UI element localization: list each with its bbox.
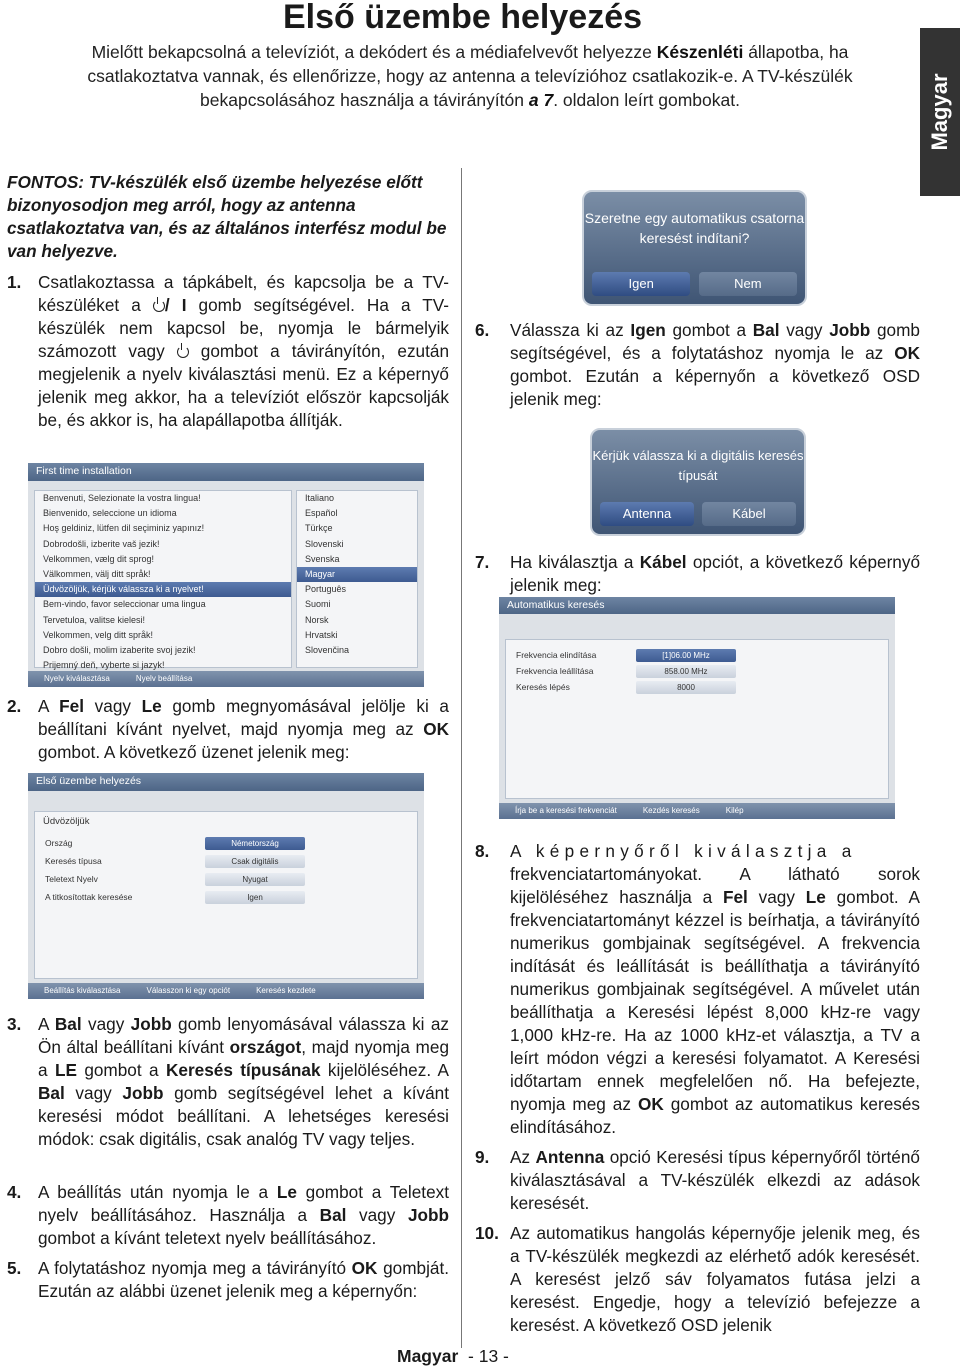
screen-footer: Beállítás kiválasztása Válasszon ki egy opciót Keresés kezdete (28, 983, 424, 999)
prompt-item[interactable]: Benvenuti, Selezionate la vostra lingua! (43, 493, 201, 503)
important-note: FONTOS: TV-készülék első üzembe helyezése előtt bizonyosodjon meg arról, hogy az antenna csatlakoztatva van, és az általános interfész modul be van helyezve. (7, 172, 447, 261)
language-item[interactable]: Svenska (305, 553, 340, 564)
setting-value[interactable]: Csak digitális (205, 855, 305, 868)
power-icon (153, 300, 165, 312)
step-4: 4. A beállítás után nyomja le a Le gombot a Teletext nyelv beállításához. Használja a Bal vagy Jobb gombot a kívánt teletext nyelv beállításához. (7, 1182, 449, 1248)
language-item[interactable]: Türkçe (305, 523, 333, 534)
setting-row[interactable] (35, 888, 417, 906)
search-type-dialog: Kérjük válassza ki a digitális keresés típusát Antenna Kábel (590, 428, 806, 536)
prompt-item[interactable]: Üdvözöljük, kérjük válassza ki a nyelvet! (35, 582, 291, 597)
no-button[interactable]: Nem (699, 272, 797, 296)
step-7: 7. Ha kiválasztja a Kábel opciót, a következő képernyő jelenik meg: (475, 552, 921, 595)
prompt-item[interactable]: Bem-vindo, favor seleccionar uma lingua (43, 599, 206, 610)
language-item[interactable]: Português (305, 584, 347, 595)
auto-search-dialog: Szeretne egy automatikus csatorna keresést indítani? Igen Nem (582, 190, 807, 306)
frequency-label: Keresés lépés (516, 682, 570, 692)
prompt-item[interactable]: Velkommen, velg ditt språk! (43, 629, 154, 640)
language-item[interactable]: Italiano (305, 493, 335, 503)
setting-row[interactable] (35, 852, 417, 870)
frequency-label: Frekvencia leállítása (516, 666, 594, 676)
prompt-item[interactable]: Hoş geldiniz, lütfen dil seçiminiz yapınız! (43, 523, 205, 534)
setting-value[interactable]: Nyugat (205, 873, 305, 886)
setting-value[interactable]: Igen (205, 891, 305, 904)
frequency-label: Frekvencia elindítása (516, 650, 597, 660)
screen-title-bar: Automatikus keresés (499, 597, 895, 614)
power-icon (177, 346, 189, 358)
automatic-search-screenshot (499, 597, 895, 819)
step-10: 10. Az automatikus hangolás képernyője jelenik meg, és a TV-készülék megkezdi az elérhető adók keresését. A keresést jelző sáv folyamatos futása jelzi a keresést. Engedje, hogy a televízió befejezze a keresést. A következő OSD jelenik (475, 1223, 920, 1335)
language-item[interactable]: Norsk (305, 614, 329, 625)
language-item[interactable]: Slovenski (305, 538, 344, 549)
column-divider (461, 168, 462, 1348)
language-item[interactable]: Suomi (305, 599, 331, 610)
setting-label: Keresés típusa (45, 856, 102, 866)
language-item[interactable]: Hrvatski (305, 629, 338, 640)
yes-button[interactable]: Igen (592, 272, 690, 296)
welcome-screenshot (28, 773, 424, 999)
prompt-list (34, 490, 292, 671)
step-8: 8. A képernyőről kiválasztja a frekvenciatartományokat. A látható sorok kijelöléséhez használja a Fel vagy Le gombot. A frekvenciatartományt kézzel is beírhatja, a távirányító numerikus gombjainak segítségével. A frekvencia indítását és leállítását is beállíthatja a távirányító numerikus gombjainak segítségével. A művelet után beállíthatja a Keresési lépést 8,000 kHz-re vagy 1,000 kHz-re. Ha az 1000 kHz-et választja, a TV a leírt módon végzi a keresési folyamatot. A Keresési időtartam ennek megfelelően nő. Ha befejezte, nyomja meg az OK gombot az automatikus keresés elindításához. (475, 841, 921, 1137)
screen-title-bar: First time installation (28, 463, 424, 481)
language-side-tab: Magyar (920, 28, 960, 196)
frequency-value[interactable]: [1]06.00 MHz (636, 649, 736, 662)
setting-row[interactable] (35, 870, 417, 888)
screen-footer: Nyelv kiválasztása Nyelv beállítása (28, 671, 424, 687)
language-list (296, 490, 418, 668)
screen-title-bar: Első üzembe helyezés (28, 773, 424, 791)
frequency-value[interactable]: 858.00 MHz (636, 665, 736, 678)
prompt-item[interactable]: Dobro došli, molim izaberite svoj jezik! (43, 644, 196, 655)
step-5: 5. A folytatáshoz nyomja meg a távirányító OK gombját. Ezután az alábbi üzenet jelenik meg a képernyőn: (7, 1258, 449, 1301)
antenna-button[interactable]: Antenna (600, 502, 694, 526)
frequency-panel (505, 639, 889, 799)
prompt-item[interactable]: Dobrodošli, izberite vaš jezik! (43, 538, 160, 549)
intro-paragraph: Mielőtt bekapcsolná a televíziót, a dekódert és a médiafelvevőt helyezze Készenléti állapotba, ha csatlakoztatva vannak, és ellenőrizze, hogy az antenna a televízióhoz csatlakozik-e. A TV-készülék bekapcsolásához használja a távirányítón a 7. oldalon leírt gombokat. (87, 42, 853, 110)
setting-label: Teletext Nyelv (45, 874, 98, 884)
prompt-item[interactable]: Prijemný deň, vyberte si jazyk! (43, 660, 165, 671)
setting-row[interactable] (35, 834, 417, 852)
screen-footer: Írja be a keresési frekvenciát Kezdés keresés Kilép (499, 803, 895, 819)
setting-label: Ország (45, 838, 73, 848)
frequency-value[interactable]: 8000 (636, 681, 736, 694)
prompt-item[interactable]: Välkommen, välj ditt språk! (43, 568, 151, 579)
language-item[interactable]: Español (305, 508, 338, 519)
page-footer: Magyar - 13 - (397, 1346, 509, 1366)
language-item[interactable]: Magyar (297, 567, 417, 582)
language-item[interactable]: Slovenčina (305, 644, 350, 655)
frequency-row[interactable] (506, 678, 888, 696)
page-title: Első üzembe helyezés (282, 0, 643, 36)
settings-panel: Üdvözöljük Ország Németország Keresés típusa Csak digitális Teletext Nyelv Nyugat A titkosítottak keresése Igen (34, 811, 418, 979)
setting-value[interactable]: Németország (205, 837, 305, 850)
prompt-item[interactable]: Bienvenido, seleccione un idioma (43, 508, 177, 519)
step-6: 6. Válassza ki az Igen gombot a Bal vagy Jobb gomb segítségével, és a folytatáshoz nyomja le az OK gombot. Ezután a képernyőn a következő OSD jelenik meg: (475, 320, 920, 409)
prompt-item[interactable]: Velkommen, vælg dit sprog! (43, 553, 155, 564)
step-3: 3. A Bal vagy Jobb gomb lenyomásával válassza ki az Ön által beállítani kívánt országot, majd nyomja meg a LE gombot a Keresés típusának kijelöléséhez. A Bal vagy Jobb gomb segítségével lehet a kívánt keresési módot beállítani. A lehetséges keresési módok: csak digitális, csak analóg TV vagy teljes. (7, 1014, 450, 1149)
cable-button[interactable]: Kábel (702, 502, 796, 526)
setting-label: A titkosítottak keresése (45, 892, 133, 902)
step-1: 1. Csatlakoztassa a tápkábelt, és kapcsolja be a TV-készüléket a / I gomb segítségével. Ha a TV-készülék nem kapcsol be, nyomja le bármelyik számozott vagy gombot a távirányítón, ezután megjelenik a nyelv kiválasztási menü. Ez a képernyő jelenik meg akkor, ha a televíziót először kapcsolják be, és akkor is, ha alapállapotba állítják. (7, 272, 449, 430)
first-time-installation-screenshot (28, 463, 424, 687)
step-9: 9. Az Antenna opció Keresési típus képernyőről történő kiválasztásával a TV-készülék elkezdi az adások keresését. (475, 1147, 920, 1213)
prompt-item[interactable]: Tervetuloa, valitse kielesi! (43, 614, 146, 625)
step-2: 2. A Fel vagy Le gomb megnyomásával jelölje ki a beállítani kívánt nyelvet, majd nyomja meg az OK gombot. A következő üzenet jelenik meg: (7, 696, 449, 762)
